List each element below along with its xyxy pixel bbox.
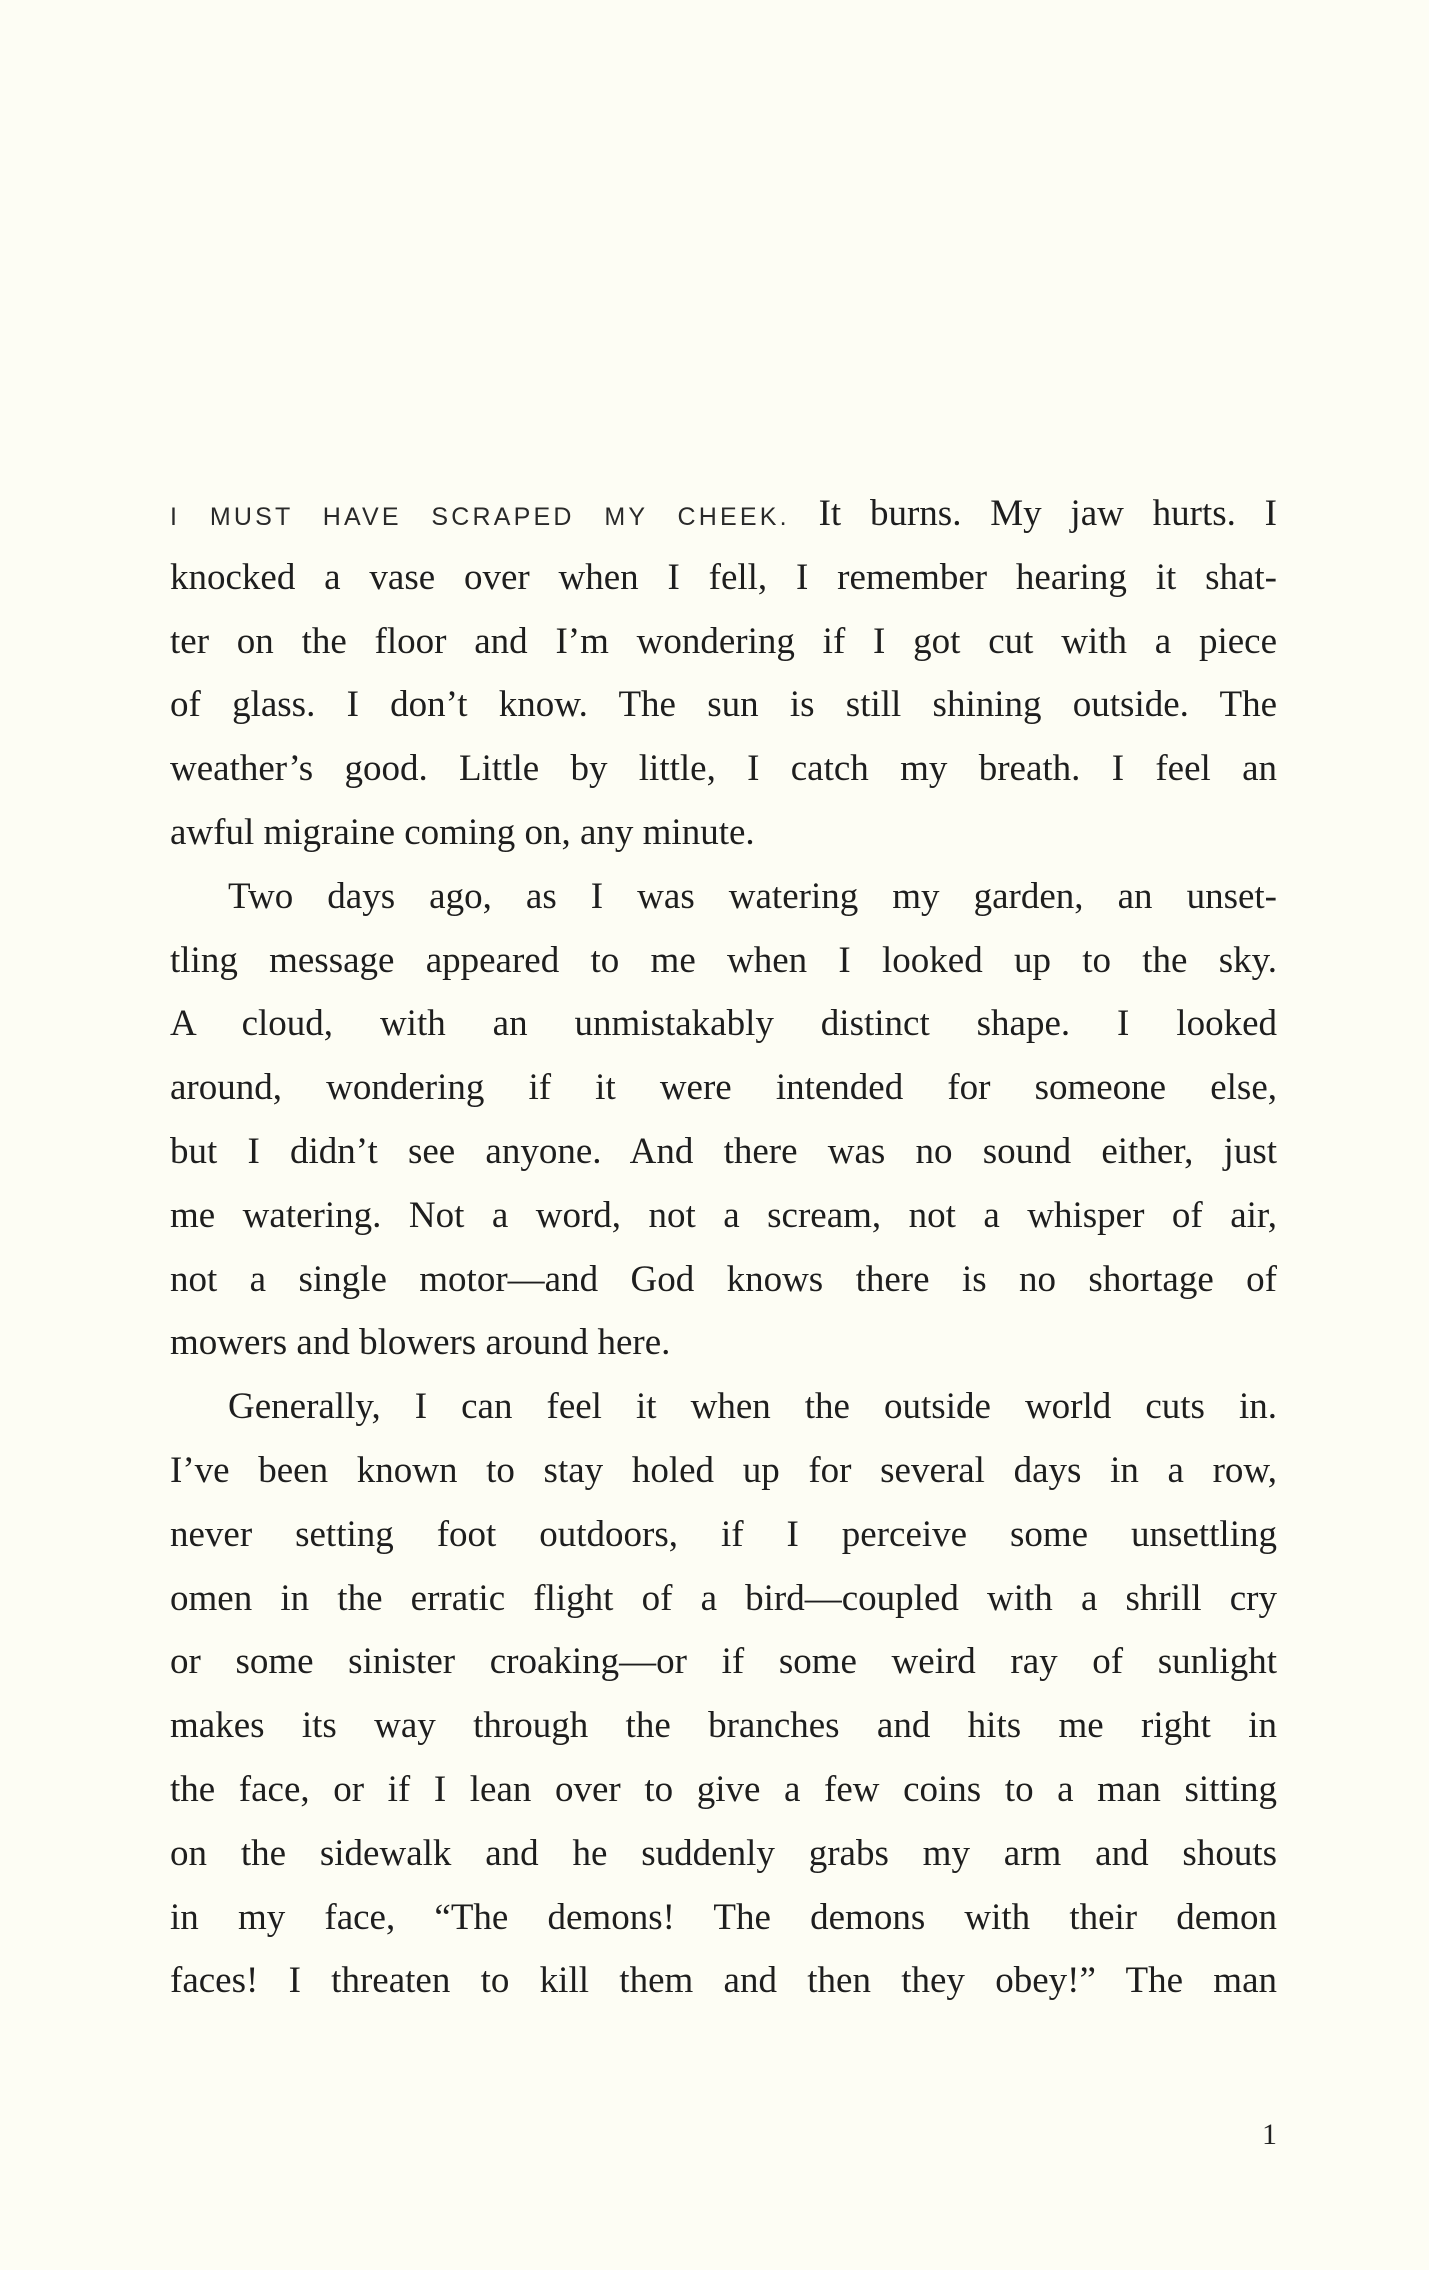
text-line: never setting foot outdoors, if I perceive some unsettling — [170, 1513, 1277, 1555]
text-line: faces! I threaten to kill them and then they obey!” The man — [170, 1960, 1277, 2002]
body-text — [170, 482, 1277, 2013]
text-line-rest: It burns. My jaw hurts. I — [818, 493, 1277, 534]
text-line: the face, or if I lean over to give a few coins to a man sitting — [170, 1768, 1277, 1810]
text-line: in my face, “The demons! The demons with their demon — [170, 1896, 1277, 1938]
text-line: not a single motor—and God knows there is no shortage of — [170, 1258, 1277, 1300]
text-line: around, wondering if it were intended for someone else, — [170, 1067, 1277, 1109]
text-line: mowers and blowers around here. — [170, 1322, 671, 1364]
text-line: A cloud, with an unmistakably distinct shape. I looked — [170, 1003, 1277, 1045]
page-number: 1 — [1262, 2118, 1277, 2151]
text-line: knocked a vase over when I fell, I remember hearing it shat- — [170, 556, 1277, 598]
chapter-lead-in: I MUST HAVE SCRAPED MY CHEEK. — [170, 503, 790, 531]
paragraph-2 — [170, 865, 1277, 1375]
text-line: Two days ago, as I was watering my garden, an unset- — [228, 875, 1277, 917]
text-line: omen in the erratic flight of a bird—coupled with a shrill cry — [170, 1577, 1277, 1619]
paragraph-3 — [170, 1375, 1277, 2013]
text-line: awful migraine coming on, any minute. — [170, 811, 755, 853]
paragraph-1 — [170, 482, 1277, 865]
text-line: me watering. Not a word, not a scream, not a whisper of air, — [170, 1194, 1277, 1236]
text-line: I’ve been known to stay holed up for several days in a row, — [170, 1449, 1277, 1491]
text-line: of glass. I don’t know. The sun is still shining outside. The — [170, 684, 1277, 726]
text-line: tling message appeared to me when I looked up to the sky. — [170, 939, 1277, 981]
text-line: Generally, I can feel it when the outside world cuts in. — [228, 1386, 1277, 1428]
text-line: or some sinister croaking—or if some weird ray of sunlight — [170, 1641, 1277, 1683]
text-line: weather’s good. Little by little, I catch my breath. I feel an — [170, 748, 1277, 790]
text-line: makes its way through the branches and hits me right in — [170, 1705, 1277, 1747]
text-line: ter on the floor and I’m wondering if I got cut with a piece — [170, 620, 1277, 662]
text-line: on the sidewalk and he suddenly grabs my arm and shouts — [170, 1832, 1277, 1874]
text-line — [170, 482, 1277, 546]
text-line: but I didn’t see anyone. And there was no sound either, just — [170, 1130, 1277, 1172]
